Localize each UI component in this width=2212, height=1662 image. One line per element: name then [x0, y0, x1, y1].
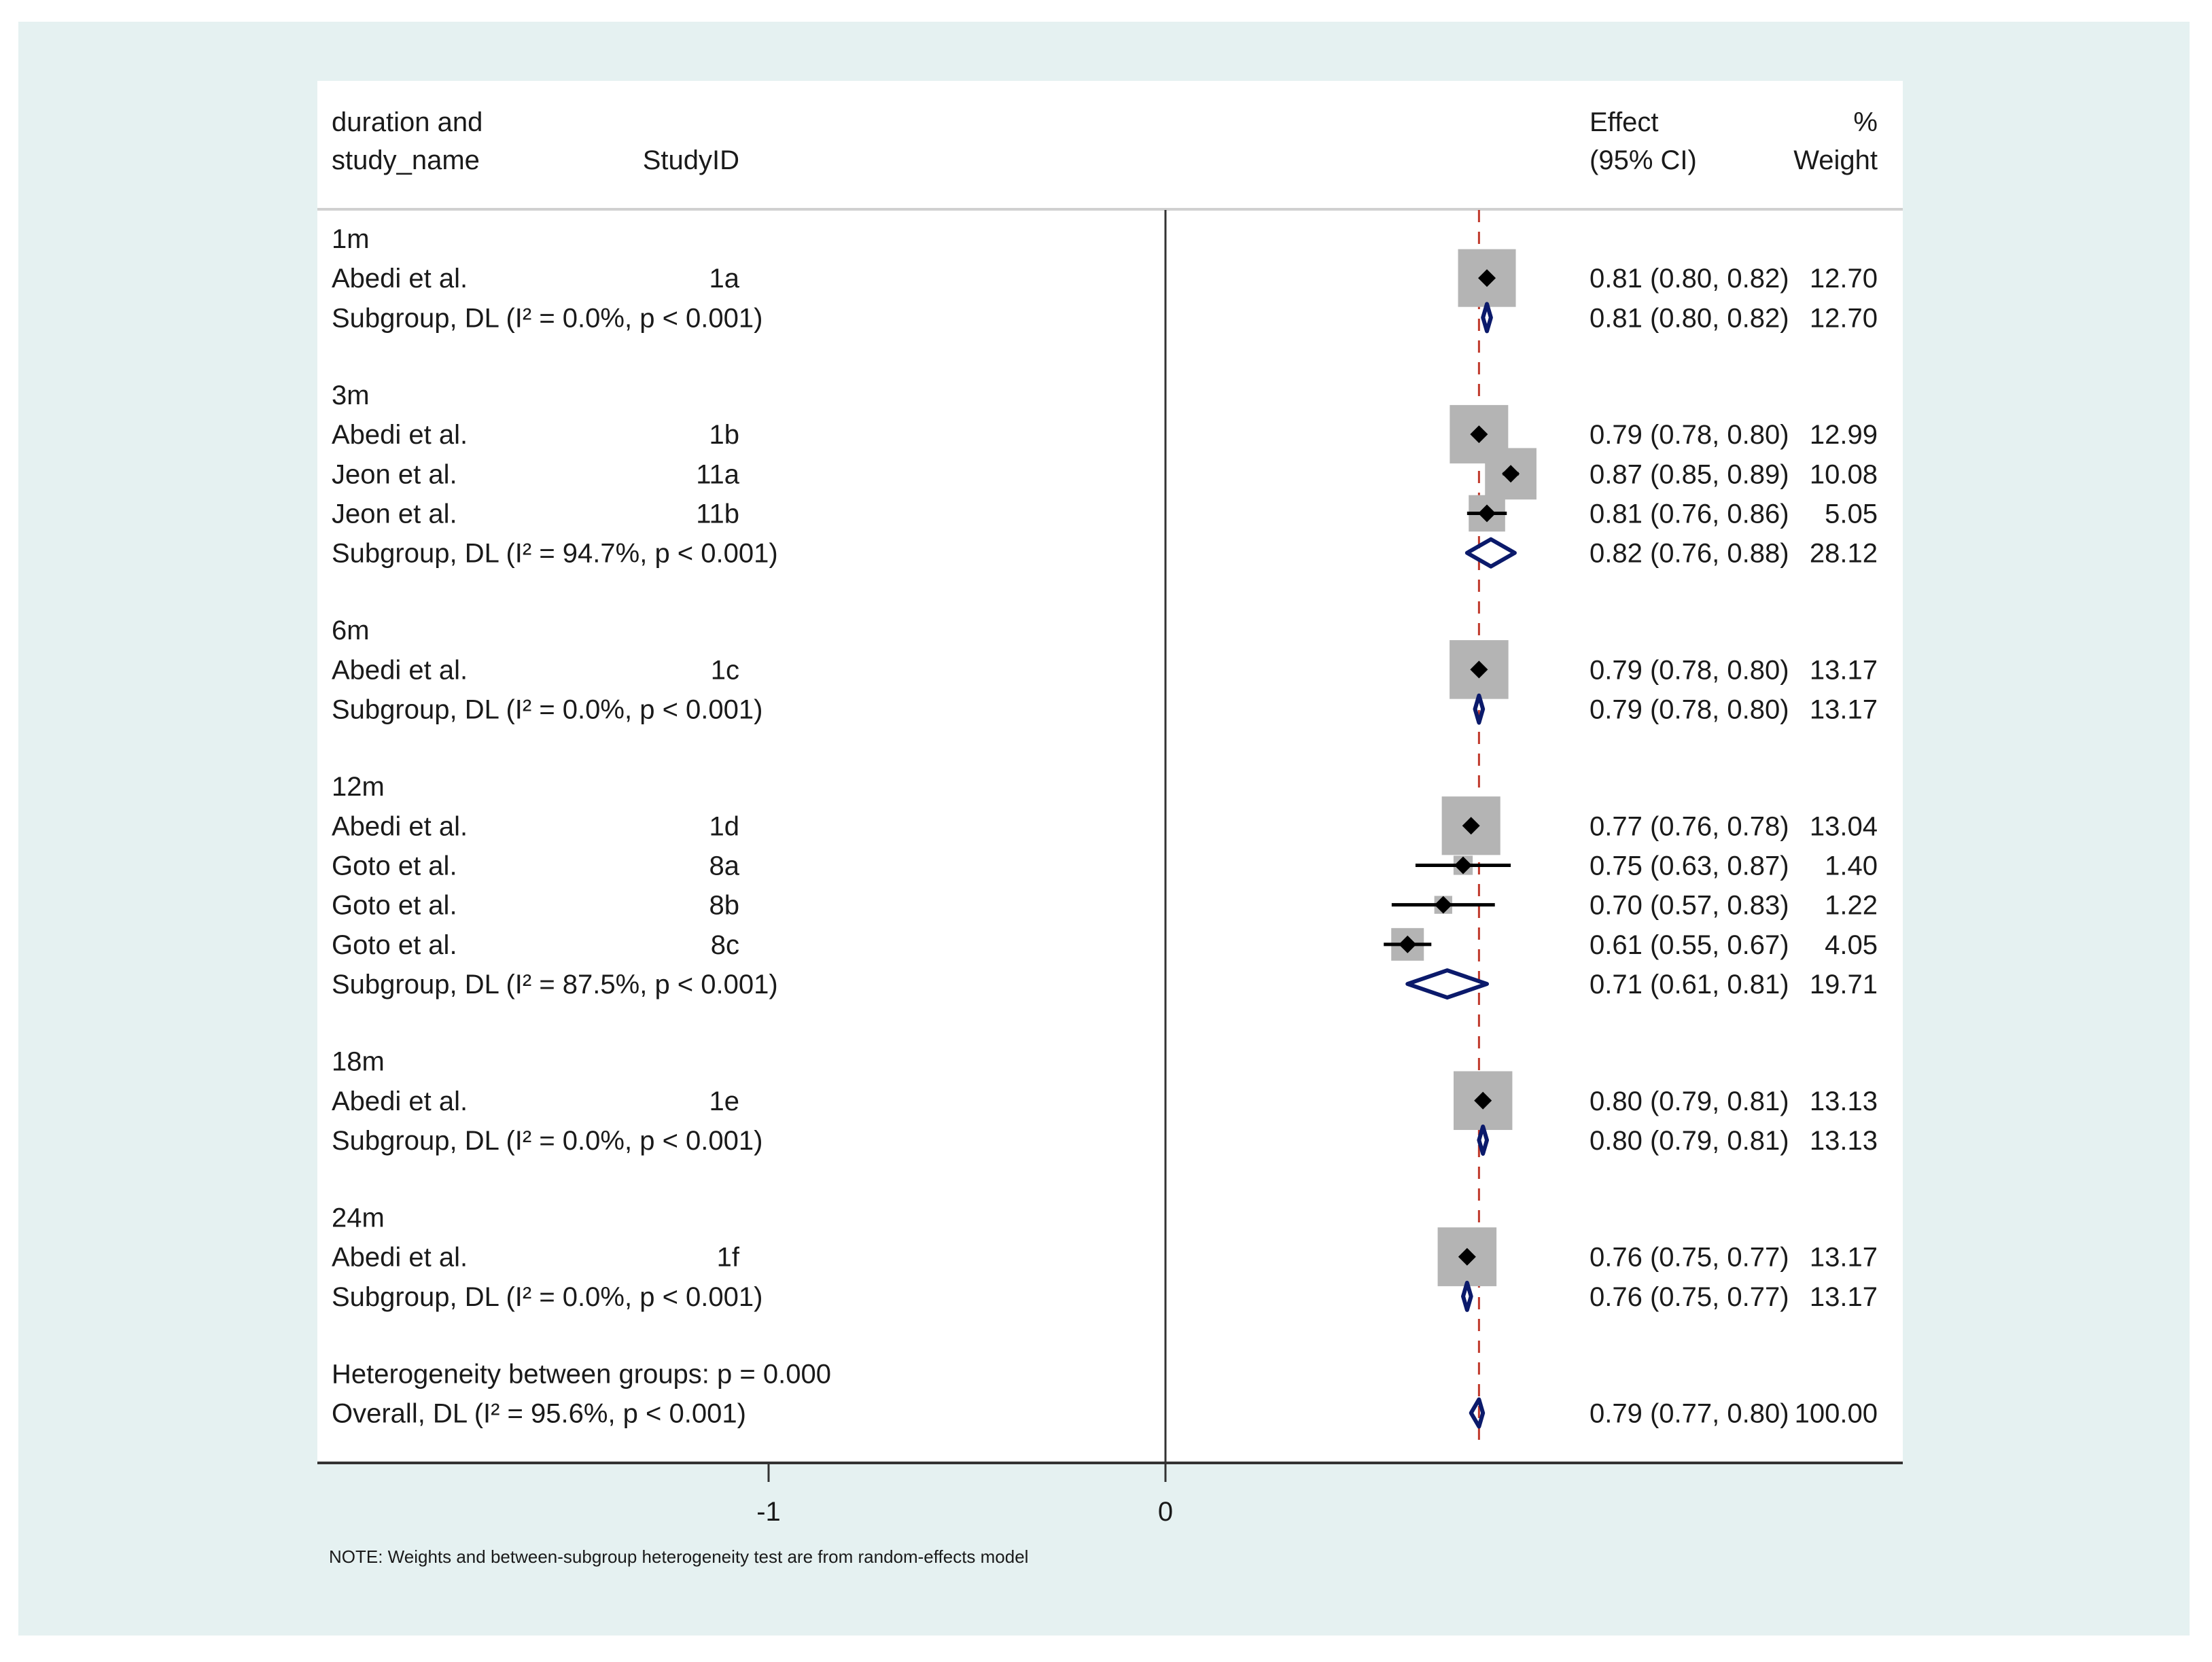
study-id: 1d [709, 811, 739, 842]
study-id: 1f [716, 1242, 739, 1273]
study-id: 1a [709, 264, 739, 294]
effect-ci: 0.61 (0.55, 0.67) [1590, 930, 1789, 960]
study-id: 8b [709, 890, 739, 921]
weight: 13.04 [1809, 811, 1878, 842]
study-name: Abedi et al. [332, 811, 468, 842]
study-name: Abedi et al. [332, 655, 468, 686]
study-name: Goto et al. [332, 851, 457, 881]
study-id: 11b [696, 499, 739, 529]
study-id: 11a [696, 459, 739, 490]
weight: 13.17 [1809, 1242, 1878, 1273]
group-label: 3m [332, 380, 370, 410]
weight: 13.17 [1809, 1281, 1878, 1312]
study-id: 8a [709, 851, 739, 881]
effect-ci: 0.80 (0.79, 0.81) [1590, 1125, 1789, 1156]
forest-rows [332, 224, 1878, 1429]
group-label: 24m [332, 1203, 385, 1233]
pooled-estimate-diamond [1471, 1400, 1484, 1427]
study-id: 8c [710, 930, 739, 960]
weight: 100.00 [1794, 1398, 1878, 1429]
study-id: 1b [709, 420, 739, 450]
study-name: Abedi et al. [332, 264, 468, 294]
group-label: 6m [332, 616, 370, 646]
weight: 13.13 [1809, 1125, 1878, 1156]
weight: 10.08 [1809, 459, 1878, 490]
header-studyid: StudyID [642, 145, 739, 175]
effect-ci: 0.77 (0.76, 0.78) [1590, 811, 1789, 842]
effect-ci: 0.76 (0.75, 0.77) [1590, 1242, 1789, 1273]
heterogeneity-text: Heterogeneity between groups: p = 0.000 [332, 1359, 831, 1390]
weight: 12.70 [1809, 264, 1878, 294]
study-name: Jeon et al. [332, 459, 457, 490]
study-id: 1c [710, 655, 739, 686]
header-study-name-line1: duration and [332, 107, 483, 137]
effect-ci: 0.79 (0.78, 0.80) [1590, 694, 1789, 725]
pooled-estimate-diamond [1475, 696, 1484, 723]
effect-ci: 0.79 (0.78, 0.80) [1590, 420, 1789, 450]
weight: 28.12 [1809, 538, 1878, 569]
weight: 13.17 [1809, 694, 1878, 725]
pooled-estimate-diamond [1483, 304, 1491, 331]
overall-label: Overall, DL (I² = 95.6%, p < 0.001) [332, 1398, 746, 1429]
effect-ci: 0.70 (0.57, 0.83) [1590, 890, 1789, 921]
effect-ci: 0.80 (0.79, 0.81) [1590, 1086, 1789, 1116]
effect-ci: 0.81 (0.80, 0.82) [1590, 303, 1789, 334]
weight: 19.71 [1809, 970, 1878, 1000]
study-name: Goto et al. [332, 930, 457, 960]
weight: 4.05 [1825, 930, 1878, 960]
weight: 13.13 [1809, 1086, 1878, 1116]
study-name: Jeon et al. [332, 499, 457, 529]
study-name: Abedi et al. [332, 1242, 468, 1273]
effect-ci: 0.81 (0.76, 0.86) [1590, 499, 1789, 529]
header-weight-line2: Weight [1793, 145, 1878, 175]
group-label: 1m [332, 224, 370, 254]
weight: 12.99 [1809, 420, 1878, 450]
effect-ci: 0.76 (0.75, 0.77) [1590, 1281, 1789, 1312]
x-tick-label: -1 [756, 1497, 781, 1527]
pooled-estimate-diamond [1479, 1127, 1487, 1154]
table-header [332, 107, 1878, 175]
header-effect-line1: Effect [1590, 107, 1659, 137]
subgroup-label: Subgroup, DL (I² = 0.0%, p < 0.001) [332, 1281, 763, 1312]
header-effect-line2: (95% CI) [1590, 145, 1697, 175]
header-study-name-line2: study_name [332, 145, 480, 175]
pooled-estimate-diamond [1407, 970, 1487, 997]
effect-ci: 0.82 (0.76, 0.88) [1590, 538, 1789, 569]
subgroup-label: Subgroup, DL (I² = 0.0%, p < 0.001) [332, 303, 763, 334]
weight: 13.17 [1809, 655, 1878, 686]
effect-ci: 0.79 (0.77, 0.80) [1590, 1398, 1789, 1429]
study-id: 1e [709, 1086, 739, 1116]
study-name: Abedi et al. [332, 420, 468, 450]
subgroup-label: Subgroup, DL (I² = 0.0%, p < 0.001) [332, 694, 763, 725]
weight: 1.40 [1825, 851, 1878, 881]
effect-ci: 0.87 (0.85, 0.89) [1590, 459, 1789, 490]
effect-ci: 0.79 (0.78, 0.80) [1590, 655, 1789, 686]
footnote: NOTE: Weights and between-subgroup heterogeneity test are from random-effects model [329, 1546, 1029, 1567]
group-label: 18m [332, 1046, 385, 1077]
pooled-estimate-diamond [1467, 540, 1515, 567]
subgroup-label: Subgroup, DL (I² = 0.0%, p < 0.001) [332, 1125, 763, 1156]
study-name: Goto et al. [332, 890, 457, 921]
header-weight-line1: % [1853, 107, 1878, 137]
weight: 1.22 [1825, 890, 1878, 921]
effect-ci: 0.81 (0.80, 0.82) [1590, 264, 1789, 294]
x-tick-label: 0 [1157, 1497, 1174, 1527]
weight: 5.05 [1825, 499, 1878, 529]
subgroup-label: Subgroup, DL (I² = 87.5%, p < 0.001) [332, 970, 778, 1000]
group-label: 12m [332, 772, 385, 802]
pooled-estimate-diamond [1463, 1283, 1471, 1310]
subgroup-label: Subgroup, DL (I² = 94.7%, p < 0.001) [332, 538, 778, 569]
effect-ci: 0.71 (0.61, 0.81) [1590, 970, 1789, 1000]
effect-ci: 0.75 (0.63, 0.87) [1590, 851, 1789, 881]
study-name: Abedi et al. [332, 1086, 468, 1116]
x-axis-ticks [756, 1463, 1173, 1527]
weight: 12.70 [1809, 303, 1878, 334]
